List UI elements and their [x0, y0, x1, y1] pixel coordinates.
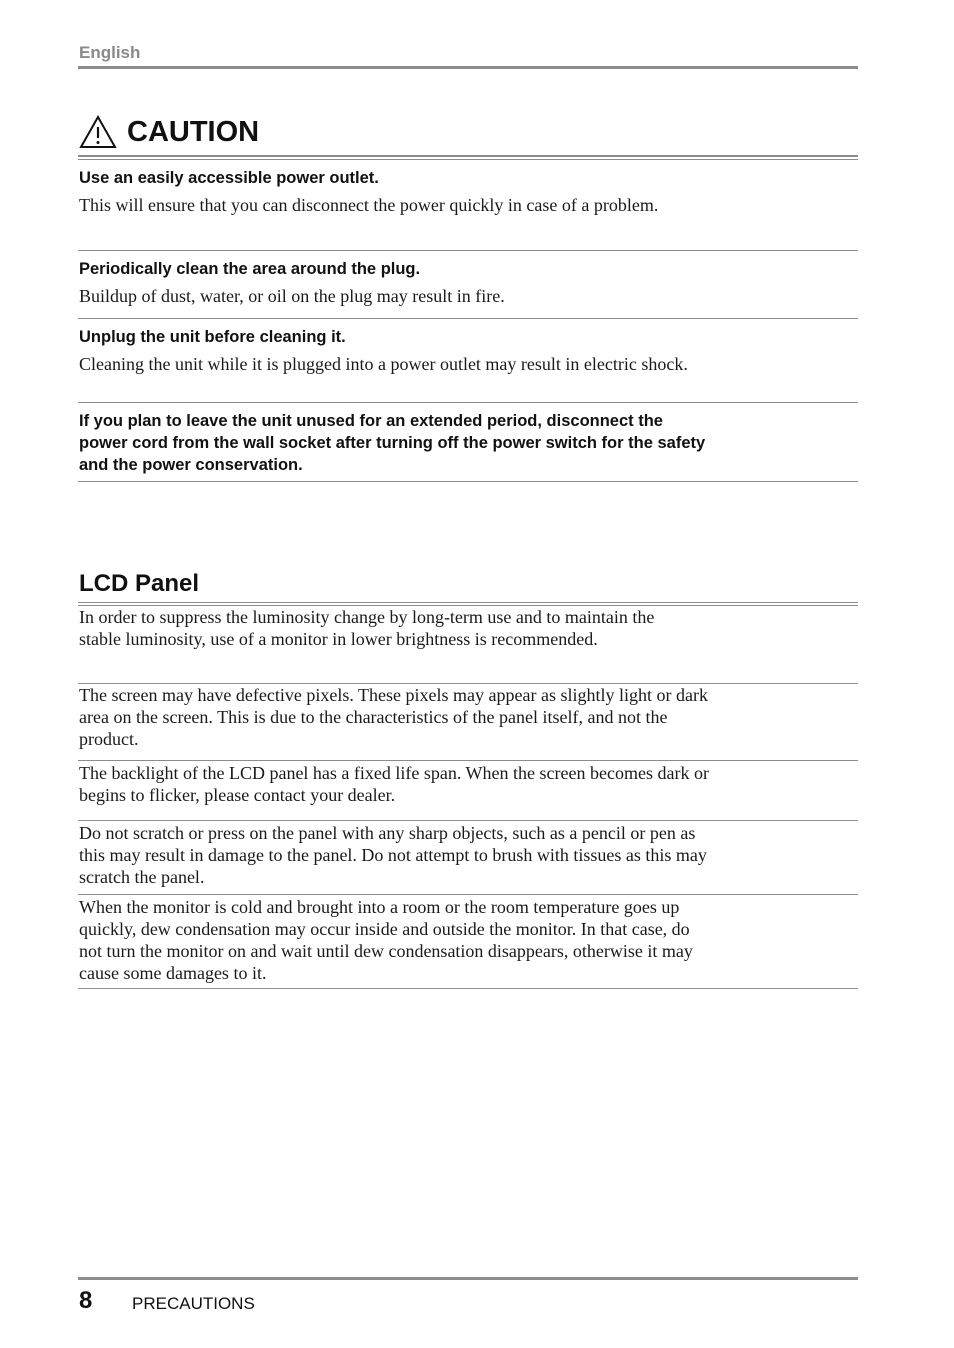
header-language: English: [79, 43, 141, 62]
caution-item-body: This will ensure that you can disconnect the power quickly in case of a problem.: [79, 195, 659, 215]
lcd-paragraph: The backlight of the LCD panel has a fixed life span. When the screen becomes dark or begins to flicker, please contact your dealer.: [79, 763, 709, 805]
lcd-paragraph: When the monitor is cold and brought into a room or the room temperature goes up quickly, dew condensation may occur inside and outside the monitor. In that case, do not turn the monitor on and wait until dew condensation disappears, otherwise it may cause some damages to it.: [79, 897, 693, 983]
lcd-paragraph: In order to suppress the luminosity change by long-term use and to maintain the stable luminosity, use of a monitor in lower brightness is recommended.: [79, 607, 655, 649]
header-rule: [78, 66, 858, 69]
caution-item-heading: Periodically clean the area around the plug.: [79, 260, 421, 278]
caution-item-heading: Use an easily accessible power outlet.: [79, 169, 379, 187]
divider: [78, 481, 858, 482]
warning-triangle-icon: [79, 114, 117, 150]
divider: [78, 988, 858, 989]
section-title: LCD Panel: [79, 570, 200, 597]
caution-rule-top: [78, 155, 858, 157]
footer-rule: [78, 1277, 858, 1280]
footer-section: PRECAUTIONS: [132, 1294, 255, 1313]
section-rule: [78, 602, 858, 603]
divider: [78, 820, 858, 821]
divider: [78, 760, 858, 761]
page-number: 8: [79, 1287, 93, 1314]
caution-rule-top-thin: [78, 159, 858, 160]
divider: [78, 402, 858, 403]
caution-item-body: Cleaning the unit while it is plugged into a power outlet may result in electric shock.: [79, 354, 688, 374]
divider: [78, 250, 858, 251]
caution-item-heading: If you plan to leave the unit unused for an extended period, disconnect the power cord from the wall socket after turning off the power switch for the safety and the power conservation.: [79, 412, 706, 474]
caution-item-body: Buildup of dust, water, or oil on the plug may result in fire.: [79, 286, 505, 306]
divider: [78, 894, 858, 895]
lcd-paragraph: The screen may have defective pixels. These pixels may appear as slightly light or dark area on the screen. This is due to the characteristics of the panel itself, and not the product.: [79, 685, 708, 749]
lcd-paragraph: Do not scratch or press on the panel with any sharp objects, such as a pencil or pen as this may result in damage to the panel. Do not attempt to brush with tissues as this may scratch the panel.: [79, 823, 707, 887]
caution-heading: [79, 112, 259, 152]
divider: [78, 318, 858, 319]
caution-title: CAUTION: [127, 116, 260, 148]
caution-item-heading: Unplug the unit before cleaning it.: [79, 328, 346, 346]
